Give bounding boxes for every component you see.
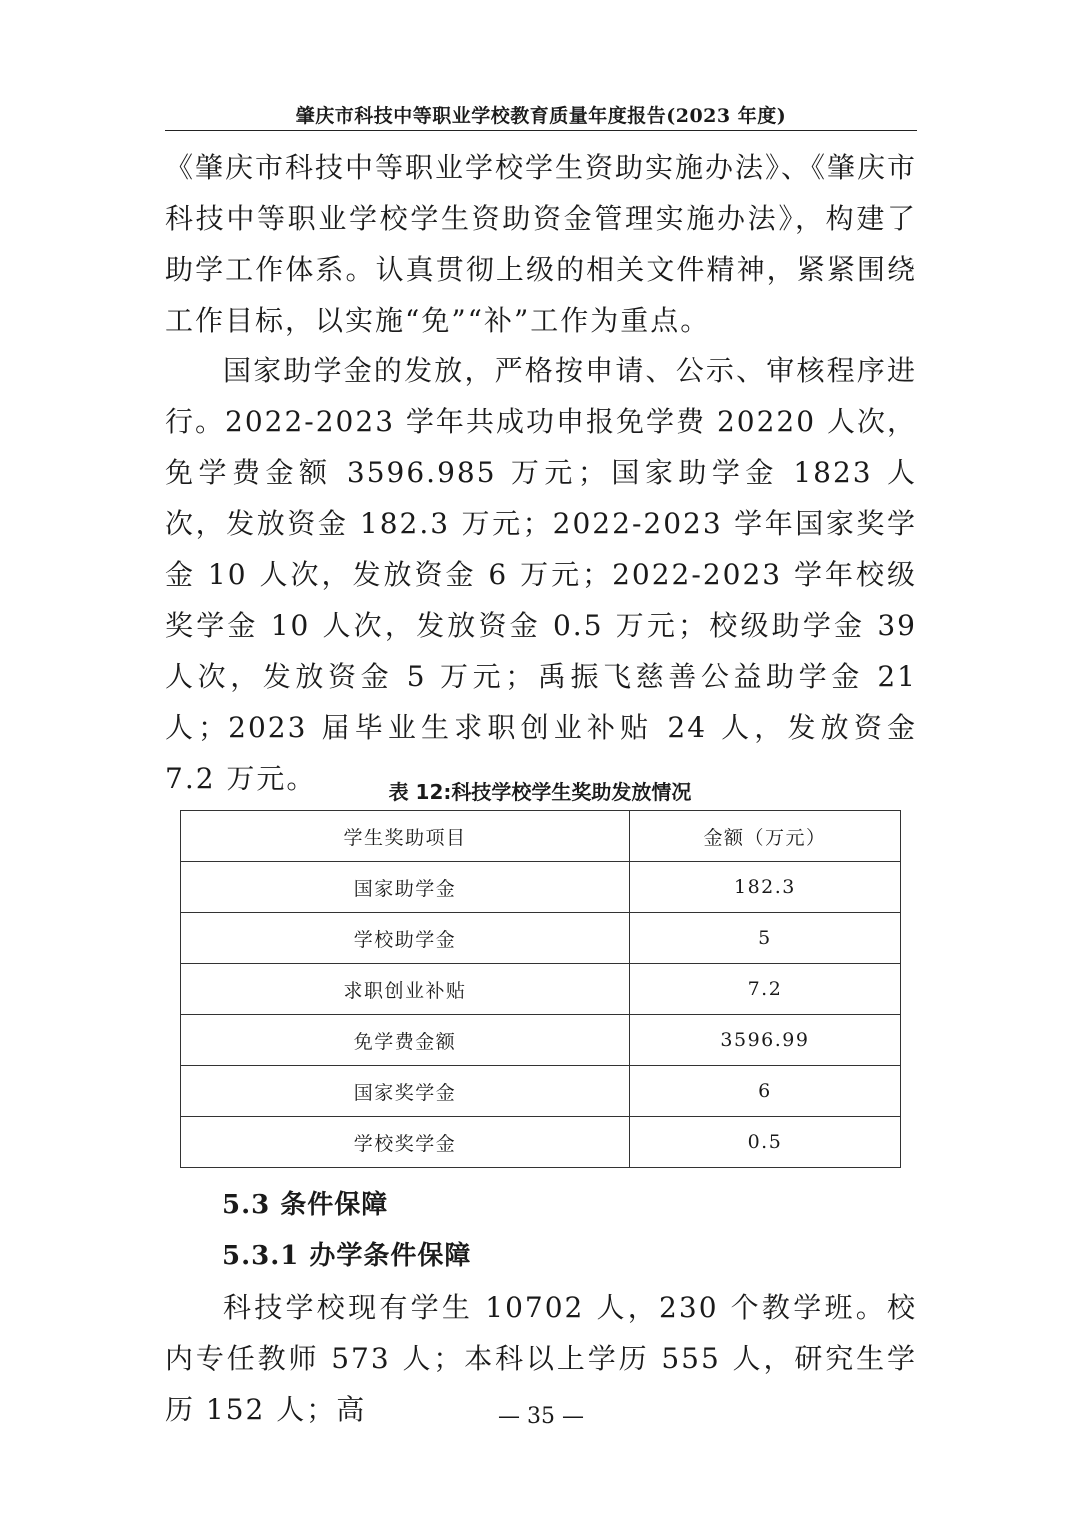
cell-amount: 182.3	[629, 862, 900, 913]
table-caption: 表 12:科技学校学生奖助发放情况	[388, 780, 692, 804]
section-heading-school-conditions: 5.3.1 办学条件保障	[222, 1241, 472, 1271]
table-header-row	[181, 811, 901, 862]
page-header: 肇庆市科技中等职业学校教育质量年度报告(2023 年度)	[165, 102, 917, 131]
cell-item: 国家助学金	[181, 862, 630, 913]
cell-amount: 7.2	[629, 964, 900, 1015]
cell-amount: 5	[629, 913, 900, 964]
section-heading-conditions: 5.3 条件保障	[222, 1190, 389, 1220]
cell-item: 国家奖学金	[181, 1066, 630, 1117]
cell-item: 学校助学金	[181, 913, 630, 964]
cell-item: 免学费金额	[181, 1015, 630, 1066]
paragraph-funding-policy: 《肇庆市科技中等职业学校学生资助实施办法》、《肇庆市科技中等职业学校学生资助资金管理实施办法》，构建了助学工作体系。认真贯彻上级的相关文件精神，紧紧围绕工作目标，以实施“免”“补”工作为重点。	[165, 151, 918, 337]
cell-amount: 3596.99	[629, 1015, 900, 1066]
cell-item: 求职创业补贴	[181, 964, 630, 1015]
page-number: — 35 —	[498, 1404, 584, 1429]
table-row	[181, 1117, 901, 1168]
paragraph-grant-distribution: 国家助学金的发放，严格按申请、公示、审核程序进行。2022-2023 学年共成功申报免学费 20220 人次，免学费金额 3596.985 万元；国家助学金 1823 人次，发放资金 182.3 万元；2022-2023 学年国家奖学金 10 人次，发放资金 6 万元；2022-2023 学年校级奖学金 10 人次，发放资金 0.5 万元；校级助学金 39 人次，发放资金 5 万元；禹振飞慈善公益助学金 21 人；2023 届毕业生求职创业补贴 24 人，发放资金 7.2 万元。	[165, 354, 917, 795]
column-header-amount: 金额（万元）	[629, 811, 900, 862]
cell-item: 学校奖学金	[181, 1117, 630, 1168]
table-row	[181, 1066, 901, 1117]
table-row	[181, 1015, 901, 1066]
awards-table	[180, 810, 901, 1168]
table-row	[181, 913, 901, 964]
table-row	[181, 862, 901, 913]
column-header-item: 学生奖助项目	[181, 811, 630, 862]
table-row	[181, 964, 901, 1015]
cell-amount: 6	[629, 1066, 900, 1117]
cell-amount: 0.5	[629, 1117, 900, 1168]
paragraph-school-stats: 科技学校现有学生 10702 人，230 个教学班。校内专任教师 573 人；本科以上学历 555 人，研究生学历 152 人；高	[165, 1291, 917, 1426]
